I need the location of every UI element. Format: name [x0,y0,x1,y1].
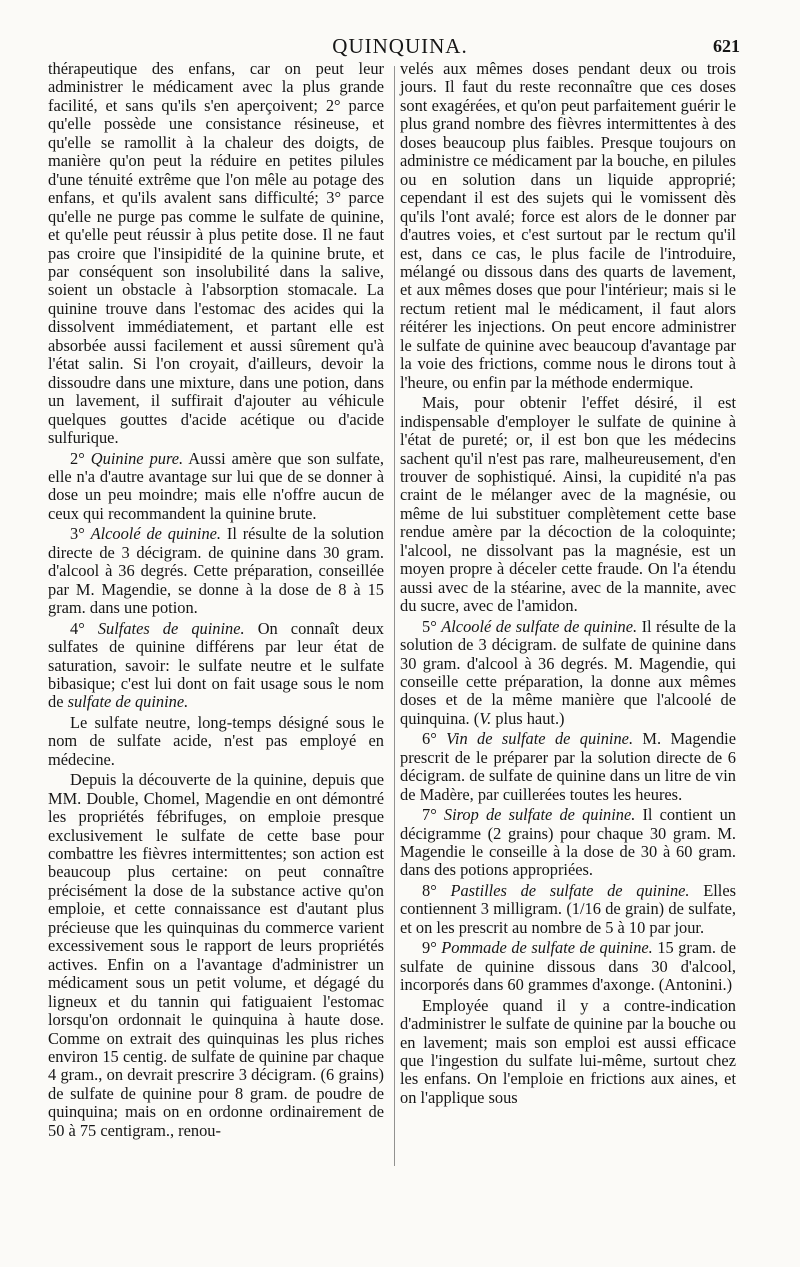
paragraph [400,60,736,392]
italic-text-run: Pastilles de sulfate de quinine. [450,880,690,900]
italic-text-run: sulfate de quinine. [67,692,189,712]
italic-text-run: Sulfates de quinine. [97,618,245,638]
text-run: thérapeutique des enfans, car on peut leur administrer le médicament avec la plus grande facilité, et sans qu'ils s'en aperçoivent; 2° parce qu'elle possède une consistance résineuse, et qu'elle se ramollit à la chaleur des doigts, de manière qu'on peut la réduire en petites pilules d'une ténuité extrême que l'on mêle au potage des enfans, et qu'ils avalent sans difficulté; 3° parce qu'elle ne purge pas comme le sulfate de quinine, et qu'elle peut réussir à plus petite dose. Il ne faut pas croire que l'insipidité de la quinine brute, et par conséquent son insolubilité dans la salive, soient un obstacle à l'absorption stomacale. La quinine trouve dans l'estomac des acides qui la dissolvent immédiatement, et partant elle est absorbée aussi facilement et aussi sûrement qu'à l'état salin. Si l'on croyait, d'ailleurs, devoir la dissoudre dans une mixture, dans une potion, dans un lavement, il suffirait d'ajouter au véhicule quelques gouttes d'acide acétique ou d'acide sulfurique. [48,59,384,448]
text-run: Aussi amère que son sulfate, elle n'a d'autre avantage sur lui que de se donner à dose un peu moindre; mais elle n'offre aucun de ceux qui recommandent la quinine brute. [48,448,384,523]
paragraph [400,730,736,804]
text-run: Depuis la découverte de la quinine, depuis que MM. Double, Chomel, Magendie en ont démontré les propriétés fébrifuges, on emploie presque exclusivement le sulfate de cette base pour combattre les fièvres intermittentes; son action est beaucoup plus certaine: on peut connaître précisément la dose de la substance active qu'on emploie, et cette connaissance est d'autant plus précieuse que les quinquinas du commerce varient excessivement sous le rapport de leurs propriétés actives. Enfin on a l'avantage d'administrer un médicament sous un petit volume, et dégagé du ligneux et du tannin qui fatiguaient l'estomac lorsqu'on ordonnait le quinquina à haute dose. Comme on extrait des quinquinas les plus riches environ 15 centig. de sulfate de quinine par chaque 4 gram., on devrait prescrire 3 décigram. (6 grains) de sulfate de quinine pour 8 gram. de poudre de quinquina; mais on en ordonne ordinairement de 50 à 75 centigram., renou- [48,770,384,1140]
text-run: 6° [422,729,447,749]
right-text-column [400,60,736,1109]
text-run: 15 gram. de sulfate de quinine dissous dans 30 d'alcool, incorporés dans 60 grammes d'axonge. (Antonini.) [400,938,736,995]
text-run: 3° [70,524,91,544]
italic-text-run: Vin de sulfate de quinine. [446,729,634,749]
paragraph [400,618,736,729]
running-head [0,34,800,58]
text-run: 2° [70,448,91,468]
text-run: Il résulte de la solution directe de 3 décigram. de quinine dans 30 gram. d'alcool à 36 degrés. Cette préparation, conseillée par M. Magendie, se donne à la dose de 8 à 15 gram. dans une potion. [48,524,384,618]
text-run: 7° [422,805,444,825]
text-run: On connaît deux sulfates de quinine différens par leur état de saturation, savoir: le sulfate neutre et le sulfate bibasique; c'est lui dont on fait usage sous le nom de [48,618,384,712]
text-run: M. Magendie prescrit de le préparer par la solution directe de 6 décigram. de sulfate de quinine dans un litre de vin de Madère, par cuillerées toutes les heures. [400,729,737,804]
text-run: Il résulte de la solution de 3 décigram. de sulfate de quinine dans 30 gram. d'alcool à 36 degrés. M. Magendie, qui conseille cette préparation, la donne aux mêmes doses et de la même manière que l'alcoolé de quinquina. ( [400,616,736,728]
paragraph [400,394,736,615]
paragraph [48,450,384,524]
text-run: 9° [422,938,442,958]
text-run: Il contient un décigramme (2 grains) pour chaque 30 gram. M. Magendie le conseille à la dose de 30 à 60 gram. dans des potions appropriées. [400,805,736,880]
paragraph [48,525,384,617]
paragraph [400,939,736,994]
text-run: 4° [70,618,98,638]
italic-text-run: Quinine pure. [90,448,184,468]
text-run: Le sulfate neutre, long-temps désigné sous le nom de sulfate acide, n'est pas employé en médecine. [48,712,384,769]
text-run: Elles contiennent 3 milligram. (1/16 de grain) de sulfate, et on les prescrit au nombre de 5 à 10 par jour. [400,880,736,937]
text-run: plus haut.) [491,708,565,728]
paragraph [400,997,736,1108]
italic-text-run: Pommade de sulfate de quinine. [441,938,653,958]
paragraph [48,771,384,1140]
text-run: 8° [422,880,451,900]
text-run: Mais, pour obtenir l'effet désiré, il est indispensable d'employer le sulfate de quinine à l'état de pureté; or, il est bon que les médecins sachent qu'il n'est pas rare, malheureusement, d'en trouver de sophistiqué. Ainsi, la cupidité n'a pas craint de le mélanger avec de la magnésie, ou même de lui substituer complètement cette base rendue amère par la décoction de la coloquinte; l'alcool, ne dissolvant pas la magnésie, est un moyen propre à déceler cette fraude. On l'a étendu aussi avec de la stéarine, avec de la mannite, avec du sucre, avec de l'amidon. [400,393,736,616]
italic-text-run: V. [479,708,492,728]
text-run: 5° [422,616,442,636]
paragraph [48,620,384,712]
page-number: 621 [713,36,740,56]
paragraph [400,882,736,937]
italic-text-run: Sirop de sulfate de quinine. [443,805,636,825]
page-title: QUINQUINA. [332,34,468,58]
text-run: Employée quand il y a contre-indication d'administrer le sulfate de quinine par la bouche ou en lavement; mais son emploi est aussi efficace que l'ingestion du sulfate lui-même, surtout chez les enfans. On l'emploie en frictions aux aines, et on l'applique sous [400,995,736,1107]
paragraph [48,60,384,448]
paragraph [400,806,736,880]
italic-text-run: Alcoolé de sulfate de quinine. [441,616,638,636]
italic-text-run: Alcoolé de quinine. [90,524,222,544]
text-run: velés aux mêmes doses pendant deux ou trois jours. Il faut du reste reconnaître que ces doses sont exagérées, et qu'on peut parfaitement guérir le plus grand nombre des fièvres intermittentes à des doses beaucoup plus faibles. Presque toujours on administre ce médicament par la bouche, en pilules ou en solution dans un liquide approprié; cependant il est des sujets qui le vomissent dès qu'ils l'ont avalé; force est alors de le donner par d'autres voies, et c'est surtout par le rectum qu'il est, dans ce cas, le plus facile de l'introduire, mélangé ou dissous dans des quarts de lavement, et aux mêmes doses que pour l'intérieur; mais si le rectum retient mal le médicament, il faut alors réitérer les injections. On peut encore administrer le sulfate de quinine avec beaucoup d'avantage par la voie des frictions, comme nous le dirons tout à l'heure, ou enfin par la méthode endermique. [400,59,736,392]
left-text-column [48,60,384,1142]
column-divider [394,66,395,1166]
paragraph [48,714,384,769]
